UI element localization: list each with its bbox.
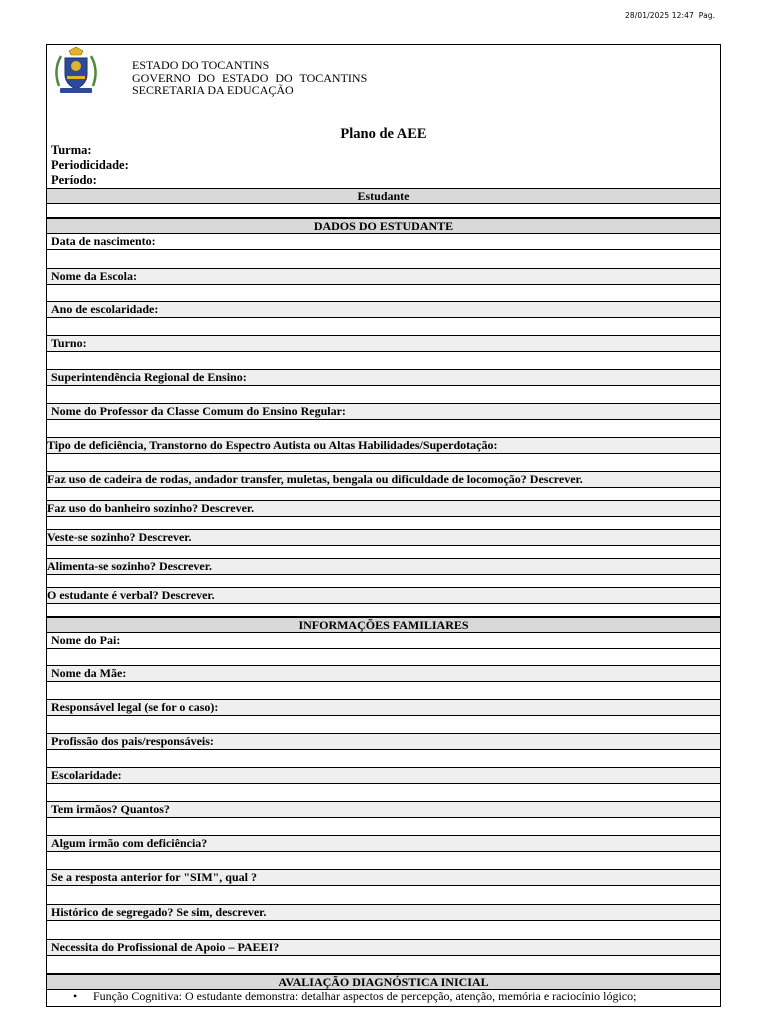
form-sheet	[46, 44, 721, 1007]
field-label: Data de nascimento:	[47, 234, 720, 250]
field-answer[interactable]	[47, 852, 720, 870]
field-answer[interactable]	[47, 488, 720, 501]
section-title-dados: DADOS DO ESTUDANTE	[47, 218, 720, 234]
field-label: Turno:	[47, 336, 720, 352]
print-timestamp	[625, 11, 715, 20]
field-label: Profissão dos pais/responsáveis:	[47, 734, 720, 750]
field-label: Faz uso de cadeira de rodas, andador transfer, muletas, bengala ou dificuldade de locomoção? Descrever.	[47, 472, 720, 488]
field-label: Se a resposta anterior for "SIM", qual ?	[47, 870, 720, 886]
field-answer[interactable]	[47, 546, 720, 559]
field-label: Histórico de segregado? Se sim, descrever.	[47, 905, 720, 921]
field-answer[interactable]	[47, 517, 720, 530]
field-answer[interactable]	[47, 716, 720, 734]
field-label: Responsável legal (se for o caso):	[47, 700, 720, 716]
field-answer[interactable]	[47, 386, 720, 404]
field-label: Veste-se sozinho? Descrever.	[47, 530, 720, 546]
field-answer[interactable]	[47, 886, 720, 905]
field-label: Tem irmãos? Quantos?	[47, 802, 720, 818]
field-answer[interactable]	[47, 318, 720, 336]
field-label: Nome da Escola:	[47, 269, 720, 285]
turma-field: Turma:	[51, 143, 92, 157]
meta-fields	[51, 143, 129, 188]
field-answer[interactable]	[47, 285, 720, 302]
field-label: Algum irmão com deficiência?	[47, 836, 720, 852]
field-answer[interactable]	[47, 818, 720, 836]
field-answer[interactable]	[47, 604, 720, 617]
field-answer[interactable]	[47, 250, 720, 269]
agency-block	[132, 59, 367, 97]
page-label: Pag.	[698, 11, 716, 20]
periodicidade-field: Periodicidade:	[51, 158, 129, 172]
document-title: Plano de AEE	[340, 126, 427, 142]
field-answer[interactable]	[47, 420, 720, 438]
field-answer[interactable]	[47, 750, 720, 768]
agency-line-government: GOVERNO DO ESTADO DO TOCANTINS	[132, 70, 368, 85]
field-answer[interactable]	[47, 682, 720, 700]
field-answer[interactable]	[47, 575, 720, 588]
field-answer[interactable]	[47, 649, 720, 666]
field-label: Tipo de deficiência, Transtorno do Espectro Autista ou Altas Habilidades/Superdotação:	[47, 438, 720, 454]
agency-line-state: ESTADO DO TOCANTINS	[132, 58, 270, 72]
field-answer[interactable]	[47, 784, 720, 802]
field-label: Superintendência Regional de Ensino:	[47, 370, 720, 386]
bullet-text: Função Cognitiva: O estudante demonstra: detalhar aspectos de percepção, atenção, memória e raciocínio lógico;	[93, 989, 637, 1003]
student-name-blank[interactable]	[47, 204, 720, 218]
field-answer[interactable]	[47, 921, 720, 940]
form-header	[47, 45, 720, 188]
section-title-avaliacao: AVALIAÇÃO DIAGNÓSTICA INICIAL	[47, 974, 720, 990]
field-label: O estudante é verbal? Descrever.	[47, 588, 720, 604]
section-title-familia: INFORMAÇÕES FAMILIARES	[47, 617, 720, 633]
agency-line-secretariat: SECRETARIA DA EDUCAÇÃO	[132, 83, 294, 98]
field-label: Ano de escolaridade:	[47, 302, 720, 318]
periodo-field: Período:	[51, 173, 97, 187]
field-label: Necessita do Profissional de Apoio – PAEEI?	[47, 940, 720, 956]
field-answer[interactable]	[47, 956, 720, 974]
state-coat-of-arms-logo	[51, 46, 101, 96]
print-date: 28/01/2025 12:47	[625, 11, 694, 20]
field-label: Nome da Mãe:	[47, 666, 720, 682]
field-label: Alimenta-se sozinho? Descrever.	[47, 559, 720, 575]
field-label: Nome do Professor da Classe Comum do Ensino Regular:	[47, 404, 720, 420]
field-label: Escolaridade:	[47, 768, 720, 784]
list-item	[47, 990, 720, 1003]
field-label: Faz uso do banheiro sozinho? Descrever.	[47, 501, 720, 517]
student-bar: Estudante	[47, 188, 720, 204]
field-answer[interactable]	[47, 352, 720, 370]
field-label: Nome do Pai:	[47, 633, 720, 649]
field-answer[interactable]	[47, 454, 720, 472]
